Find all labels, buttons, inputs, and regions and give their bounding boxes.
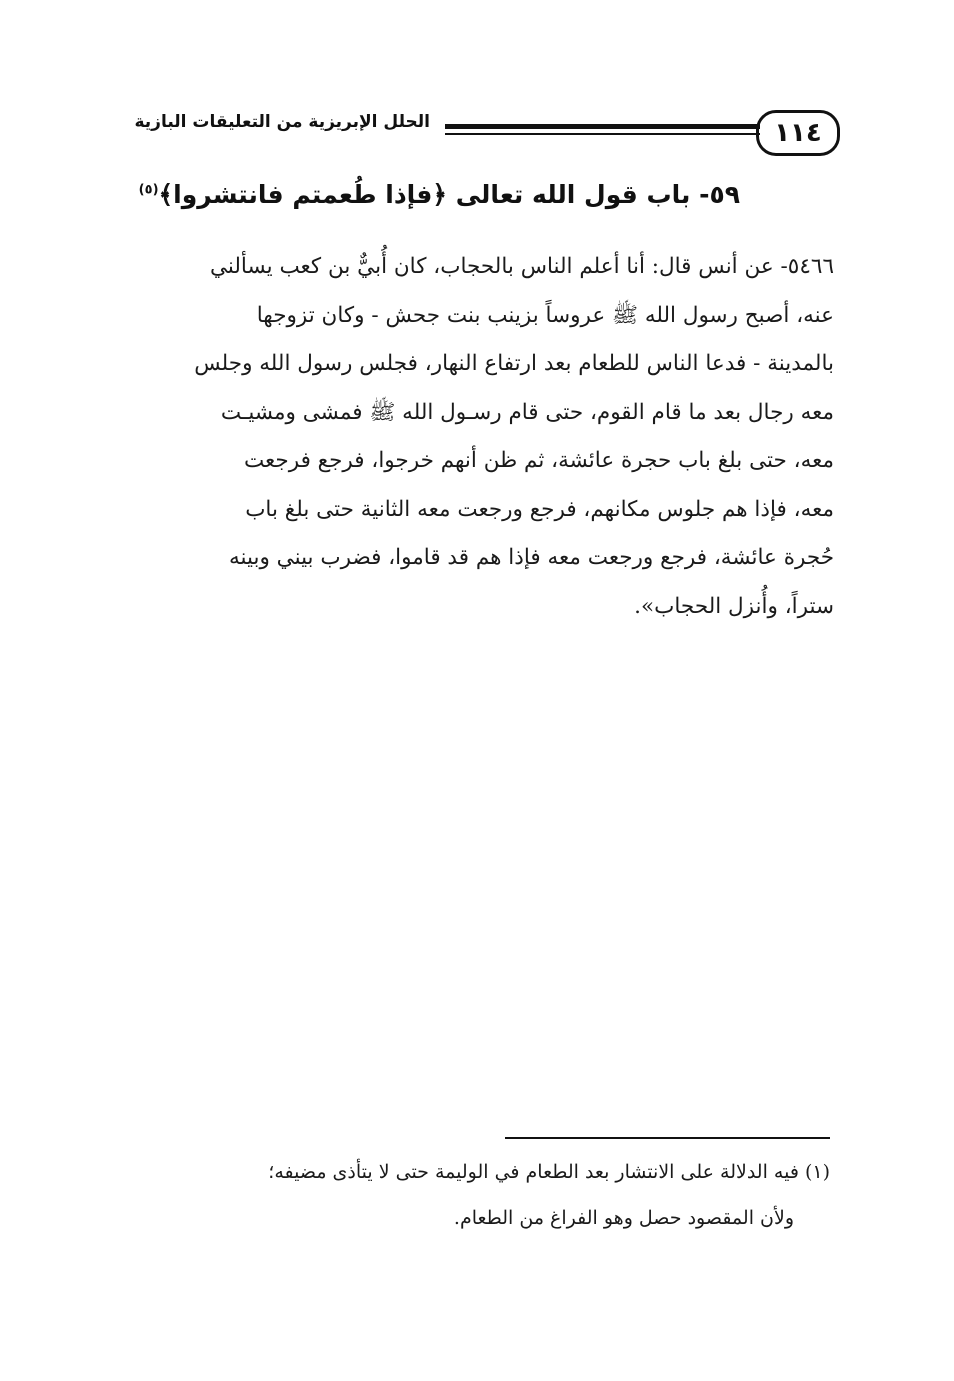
running-title: الحلل الإبريزية من التعليقات البازية xyxy=(134,112,430,132)
chapter-footnote-marker: (٥) xyxy=(138,182,159,198)
page-number-badge xyxy=(756,110,840,156)
footnote-line: ولأن المقصود حصل وهو الفراغ من الطعام. xyxy=(453,1207,794,1229)
chapter-heading xyxy=(138,180,740,209)
hadith-line: ٥٤٦٦- عن أنس قال: أنا أعلم الناس بالحجاب، كان أُبيٌّ بن كعب يسألني xyxy=(209,254,834,279)
hadith-line: معه رجال بعد ما قام القوم، حتى قام رسـول الله ﷺ فمشى ومشيـت xyxy=(220,399,834,425)
hadith-line: عنه، أصبح رسول الله ﷺ عروساً بزينب بنت جحش - وكان تزوجها xyxy=(256,302,834,328)
footnote-line: (١) فيه الدلالة على الانتشار بعد الطعام في الوليمة حتى لا يتأذى مضيفه؛ xyxy=(268,1161,830,1183)
header-rule-thick xyxy=(445,124,760,129)
running-header xyxy=(110,106,840,156)
hadith-line: حُجرة عائشة، فرجع ورجعت معه فإذا هم قد قاموا، فضرب بيني وبينه xyxy=(228,545,834,570)
hadith-line: بالمدينة - فدعا الناس للطعام بعد ارتفاع النهار، فجلس رسول الله وجلس xyxy=(194,351,834,376)
hadith-line: معه، حتى بلغ باب حجرة عائشة، ثم ظن أنهم خرجوا، فرجع فرجعت xyxy=(243,448,834,473)
header-rule-thin xyxy=(445,133,760,135)
chapter-title-text: ٥٩- باب قول الله تعالى ﴿فإذا طُعمتم فانتشروا﴾ xyxy=(158,180,740,209)
footnote-separator xyxy=(505,1137,830,1139)
hadith-line: ستراً، وأُنزل الحجاب». xyxy=(634,593,834,619)
page-number: ١١٤ xyxy=(774,118,822,148)
hadith-text xyxy=(120,243,834,631)
footnote xyxy=(118,1149,830,1241)
hadith-line: معه، فإذا هم جلوس مكانهم، فرجع ورجعت معه الثانية حتى بلغ باب xyxy=(245,496,834,522)
